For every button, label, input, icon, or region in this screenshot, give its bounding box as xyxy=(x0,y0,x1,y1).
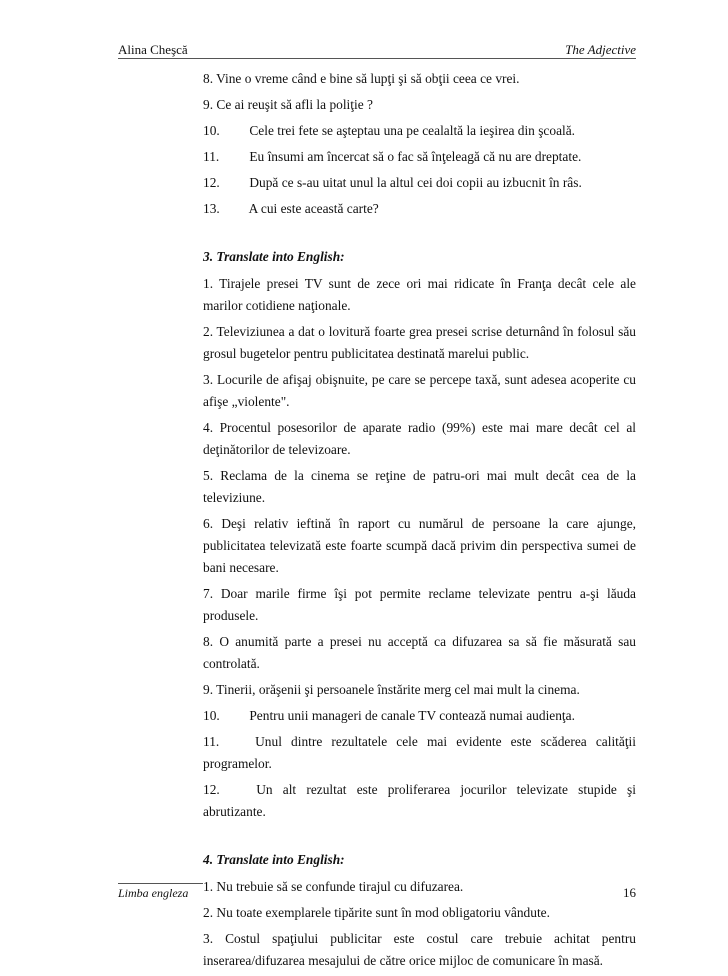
list-item xyxy=(203,273,636,317)
item-number: 8. xyxy=(203,634,214,649)
list-item xyxy=(203,172,636,194)
item-number: 11. xyxy=(203,149,220,164)
page-number: 16 xyxy=(623,885,636,900)
item-text: Locurile de afişaj obişnuite, pe care se percepe taxă, sunt adesea acoperite cu afişe „violente". xyxy=(203,372,636,409)
list-item xyxy=(203,369,636,413)
list-item xyxy=(203,779,636,823)
item-text: Cele trei fete se aşteptau una pe cealaltă la ieşirea din şcoală. xyxy=(249,123,576,138)
item-number: 10. xyxy=(203,708,220,723)
item-text: A cui este această carte? xyxy=(248,201,379,216)
exercise-3-list xyxy=(203,273,636,823)
exercise-4-list xyxy=(203,876,636,972)
list-item xyxy=(203,902,636,924)
item-text: Nu trebuie să se confunde tirajul cu difuzarea. xyxy=(216,879,464,894)
list-item xyxy=(203,321,636,365)
item-text: Tinerii, orăşenii şi persoanele înstărite merg cel mai mult la cinema. xyxy=(216,682,580,697)
list-item xyxy=(203,94,636,116)
item-text: Reclama de la cinema se reţine de patru-ori mai mult decât cea de la televiziune. xyxy=(203,468,636,505)
list-item xyxy=(203,631,636,675)
footer-course: Limba engleza xyxy=(118,886,189,900)
item-number: 8. xyxy=(203,71,214,86)
list-item xyxy=(203,513,636,579)
exercise-4-heading: 4. Translate into English: xyxy=(203,852,345,867)
item-text: Pentru unii manageri de canale TV contează numai audienţa. xyxy=(249,708,575,723)
item-number: 3. xyxy=(203,931,214,946)
item-number: 6. xyxy=(203,516,214,531)
item-number: 9. xyxy=(203,682,214,697)
header-title: The Adjective xyxy=(565,42,636,57)
item-text: Un alt rezultat este proliferarea jocurilor televizate stupide şi abrutizante. xyxy=(203,782,636,819)
item-text: Doar marile firme îşi pot permite reclame televizate pentru a-şi lăuda produsele. xyxy=(203,586,636,623)
exercise-2-list xyxy=(203,68,636,220)
footer-rule xyxy=(118,883,203,884)
item-number: 2. xyxy=(203,324,214,339)
item-text: Televiziunea a dat o lovitură foarte grea presei scrise deturnând în folosul său grosul bugetelor pentru publicitatea destinată marelui public. xyxy=(203,324,636,361)
item-number: 1. xyxy=(203,879,214,894)
item-number: 3. xyxy=(203,372,214,387)
list-item xyxy=(203,68,636,90)
item-number: 12. xyxy=(203,175,220,190)
item-number: 9. xyxy=(203,97,214,112)
list-item xyxy=(203,583,636,627)
item-number: 7. xyxy=(203,586,214,601)
item-text: Deşi relativ ieftină în raport cu numărul de persoane la care ajunge, publicitatea televizată este foarte scumpă dacă privim din perspectiva sumei de bani necesare. xyxy=(203,516,636,575)
list-item xyxy=(203,731,636,775)
list-item xyxy=(203,928,636,972)
item-text: Unul dintre rezultatele cele mai evidente este scăderea calităţii programelor. xyxy=(203,734,636,771)
header-author: Alina Cheşcă xyxy=(118,42,188,57)
list-item xyxy=(203,146,636,168)
item-number: 5. xyxy=(203,468,214,483)
header-rule xyxy=(118,58,636,59)
list-item xyxy=(203,198,636,220)
list-item xyxy=(203,876,636,898)
list-item xyxy=(203,465,636,509)
item-text: Eu însumi am încercat să o fac să înţeleagă că nu are dreptate. xyxy=(249,149,582,164)
item-number: 13. xyxy=(203,201,220,216)
list-item xyxy=(203,679,636,701)
item-number: 10. xyxy=(203,123,220,138)
item-text: Nu toate exemplarele tipărite sunt în mod obligatoriu vândute. xyxy=(216,905,550,920)
list-item xyxy=(203,705,636,727)
item-number: 4. xyxy=(203,420,214,435)
item-text: Ce ai reuşit să afli la poliţie ? xyxy=(216,97,373,112)
item-text: După ce s-au uitat unul la altul cei doi copii au izbucnit în râs. xyxy=(249,175,582,190)
exercise-3-heading: 3. Translate into English: xyxy=(203,249,345,264)
item-number: 1. xyxy=(203,276,214,291)
item-text: O anumită parte a presei nu acceptă ca difuzarea sa să fie măsurată sau controlată. xyxy=(203,634,636,671)
item-text: Tirajele presei TV sunt de zece ori mai ridicate în Franţa decât cele ale marilor cotidiene naţionale. xyxy=(203,276,636,313)
item-number: 2. xyxy=(203,905,214,920)
item-text: Vine o vreme când e bine să lupţi şi să obţii ceea ce vrei. xyxy=(216,71,520,86)
page-content xyxy=(203,68,636,976)
list-item xyxy=(203,120,636,142)
list-item xyxy=(203,417,636,461)
item-number: 12. xyxy=(203,782,220,797)
item-text: Costul spaţiului publicitar este costul care trebuie achitat pentru inserarea/difuzarea mesajului de către orice mijloc de comunicare în masă. xyxy=(203,931,636,968)
item-number: 11. xyxy=(203,734,220,749)
item-text: Procentul posesorilor de aparate radio (99%) este mai mare decât cel al deţinătorilor de televizoare. xyxy=(203,420,636,457)
